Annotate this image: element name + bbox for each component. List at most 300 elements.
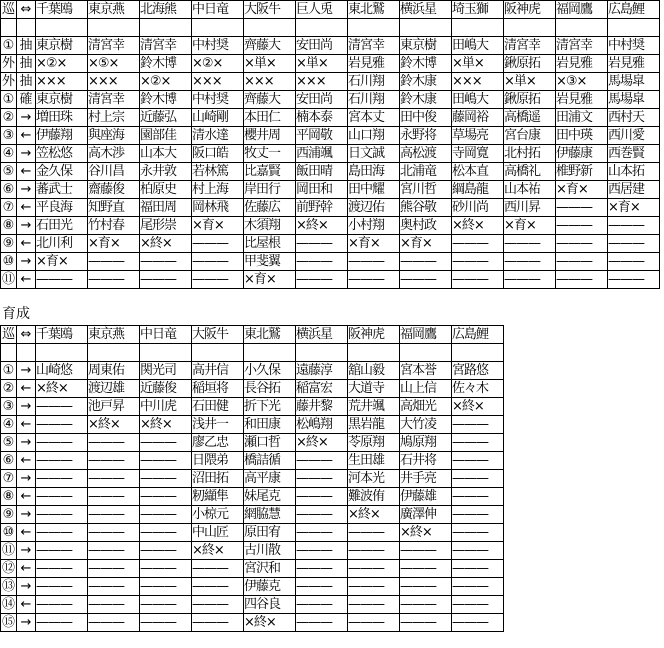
pick-cell: 渡辺佑 — [348, 199, 400, 217]
pick-cell: 四谷良 — [244, 596, 296, 614]
pick-cell: 綱島龍 — [452, 181, 504, 199]
pick-cell: ——— — [296, 470, 348, 488]
development-draft-table — [0, 325, 504, 632]
pick-cell — [140, 19, 192, 37]
direction-cell: → — [17, 181, 36, 199]
pick-cell: ——— — [140, 614, 192, 632]
pick-cell: 永野将 — [400, 127, 452, 145]
pick-cell: ——— — [348, 578, 400, 596]
pick-cell: ——— — [140, 488, 192, 506]
pick-cell: ×終× — [452, 398, 504, 416]
pick-cell: 尾形崇 — [140, 217, 192, 235]
team-header: 福岡鷹 — [400, 326, 452, 344]
pick-cell: 本田仁 — [244, 109, 296, 127]
pick-cell: ——— — [36, 596, 88, 614]
pick-cell: 田嶋大 — [452, 91, 504, 109]
team-header: 東北鷲 — [244, 326, 296, 344]
pick-cell: ×育× — [504, 217, 556, 235]
direction-header: ⇔ — [17, 1, 36, 19]
team-header: 北海熊 — [140, 1, 192, 19]
team-header: 福岡鷹 — [556, 1, 608, 19]
table-row — [1, 145, 660, 163]
pick-cell: ×終× — [36, 380, 88, 398]
pick-cell: ——— — [296, 578, 348, 596]
pick-cell: ——— — [296, 253, 348, 271]
table-row — [1, 596, 504, 614]
pick-cell: 西川愛 — [608, 127, 660, 145]
direction-cell: → — [17, 145, 36, 163]
pick-cell: ——— — [504, 253, 556, 271]
team-header: 横浜星 — [400, 1, 452, 19]
pick-cell: 砂川尚 — [452, 199, 504, 217]
team-header: 千葉鴎 — [36, 1, 88, 19]
pick-cell: ——— — [348, 560, 400, 578]
pick-cell — [244, 344, 296, 362]
pick-cell: 難波侑 — [348, 488, 400, 506]
pick-cell: ×終× — [348, 506, 400, 524]
pick-cell: 熊谷敬 — [400, 199, 452, 217]
pick-cell: ——— — [296, 271, 348, 289]
pick-cell: ——— — [140, 253, 192, 271]
development-section-title: 育成 — [2, 306, 30, 322]
pick-cell: ——— — [452, 578, 504, 596]
pick-cell: ——— — [296, 596, 348, 614]
table-row — [1, 271, 660, 289]
round-cell: ① — [1, 37, 17, 55]
pick-cell: 鈴木博 — [400, 55, 452, 73]
direction-cell: → — [17, 109, 36, 127]
pick-cell: ——— — [452, 596, 504, 614]
pick-cell: ×⑤× — [88, 55, 140, 73]
team-header: 中日竜 — [140, 326, 192, 344]
pick-cell: 清宮幸 — [348, 37, 400, 55]
pick-cell: 齋藤俊 — [88, 181, 140, 199]
pick-cell: ——— — [36, 506, 88, 524]
pick-cell: ——— — [452, 416, 504, 434]
pick-cell: 日文誠 — [348, 145, 400, 163]
pick-cell: 東京樹 — [36, 37, 88, 55]
team-header: 広島鯉 — [452, 326, 504, 344]
pick-cell: 村上宗 — [88, 109, 140, 127]
pick-cell: ××× — [192, 73, 244, 91]
pick-cell: 山口翔 — [348, 127, 400, 145]
pick-cell: 折下光 — [244, 398, 296, 416]
pick-cell: 比屋根 — [244, 235, 296, 253]
pick-cell: ——— — [88, 452, 140, 470]
table-row — [1, 380, 504, 398]
pick-cell: ——— — [192, 271, 244, 289]
table-row — [1, 362, 504, 380]
pick-cell: ×単× — [244, 55, 296, 73]
round-cell: ⑨ — [1, 235, 17, 253]
pick-cell: ——— — [348, 614, 400, 632]
pick-cell: ——— — [88, 578, 140, 596]
pick-cell: ——— — [608, 235, 660, 253]
pick-cell: 浅井一 — [192, 416, 244, 434]
pick-cell: 西村天 — [608, 109, 660, 127]
pick-cell: ×育× — [348, 235, 400, 253]
pick-cell: ——— — [192, 614, 244, 632]
pick-cell: ——— — [140, 434, 192, 452]
pick-cell: ×育× — [192, 217, 244, 235]
pick-cell: 田中俊 — [400, 109, 452, 127]
pick-cell: 北村拓 — [504, 145, 556, 163]
pick-cell: 関光司 — [140, 362, 192, 380]
direction-cell: ← — [17, 452, 36, 470]
pick-cell: 妹尾克 — [244, 488, 296, 506]
pick-cell: 若林篤 — [192, 163, 244, 181]
pick-cell — [452, 344, 504, 362]
pick-cell: 櫻井周 — [244, 127, 296, 145]
pick-cell: 草場亮 — [452, 127, 504, 145]
round-cell: ⑦ — [1, 470, 17, 488]
pick-cell: 比嘉賢 — [244, 163, 296, 181]
pick-cell: ——— — [88, 271, 140, 289]
pick-cell — [348, 344, 400, 362]
table-row — [1, 181, 660, 199]
pick-cell: 河本光 — [348, 470, 400, 488]
pick-cell: 稲垣将 — [192, 380, 244, 398]
pick-cell: 高橋礼 — [504, 163, 556, 181]
pick-cell: 井手亮 — [400, 470, 452, 488]
pick-cell: 馬場皐 — [608, 73, 660, 91]
pick-cell: ××× — [452, 73, 504, 91]
pick-cell: 橋詰循 — [244, 452, 296, 470]
first-team-draft-table — [0, 0, 660, 289]
pick-cell: ——— — [296, 542, 348, 560]
pick-cell: ×終× — [244, 614, 296, 632]
pick-cell: 増田珠 — [36, 109, 88, 127]
table-row — [1, 235, 660, 253]
pick-cell: ——— — [400, 253, 452, 271]
pick-cell: ——— — [140, 596, 192, 614]
pick-cell: ——— — [504, 271, 556, 289]
pick-cell — [36, 19, 88, 37]
pick-cell: ——— — [296, 506, 348, 524]
pick-cell: 山本大 — [140, 145, 192, 163]
pick-cell: ×終× — [296, 217, 348, 235]
pick-cell: 北川利 — [36, 235, 88, 253]
pick-cell: 佐々木 — [452, 380, 504, 398]
round-cell: ④ — [1, 416, 17, 434]
pick-cell: 竹村春 — [88, 217, 140, 235]
pick-cell — [348, 19, 400, 37]
pick-cell: ——— — [88, 524, 140, 542]
pick-cell: 鳩原翔 — [400, 434, 452, 452]
pick-cell: ——— — [88, 614, 140, 632]
pick-cell: 鍬原拓 — [504, 55, 556, 73]
pick-cell: 原田宥 — [244, 524, 296, 542]
direction-cell — [17, 344, 36, 362]
pick-cell: 石井将 — [400, 452, 452, 470]
pick-cell: ——— — [348, 271, 400, 289]
table-row — [1, 488, 504, 506]
pick-cell: ——— — [88, 596, 140, 614]
table-row — [1, 416, 504, 434]
pick-cell: 齊藤大 — [244, 37, 296, 55]
pick-cell: ——— — [400, 271, 452, 289]
round-cell: ⑫ — [1, 561, 15, 576]
pick-cell: 鍬原拓 — [504, 91, 556, 109]
pick-cell — [296, 19, 348, 37]
table-row — [1, 542, 504, 560]
table-row — [1, 253, 660, 271]
pick-cell: 高平康 — [244, 470, 296, 488]
table-row — [1, 109, 660, 127]
pick-cell: 廖乙忠 — [192, 434, 244, 452]
pick-cell: ——— — [296, 614, 348, 632]
pick-cell: 古川散 — [244, 542, 296, 560]
table-row — [1, 217, 660, 235]
pick-cell: 日隈弟 — [192, 452, 244, 470]
round-cell — [1, 19, 17, 37]
round-cell: ⑤ — [1, 163, 17, 181]
pick-cell: ×単× — [504, 73, 556, 91]
table-row — [1, 55, 660, 73]
table-row — [1, 398, 504, 416]
pick-cell: ——— — [452, 506, 504, 524]
pick-cell: ×終× — [296, 434, 348, 452]
pick-cell: 藤井黎 — [296, 398, 348, 416]
pick-cell — [452, 19, 504, 37]
pick-cell: 清宮幸 — [88, 37, 140, 55]
pick-cell: 山崎剛 — [192, 109, 244, 127]
pick-cell: ×③× — [556, 73, 608, 91]
direction-cell: ← — [17, 488, 36, 506]
pick-cell: ×育× — [36, 253, 88, 271]
pick-cell: 鈴木博 — [140, 55, 192, 73]
pick-cell: 村上海 — [192, 181, 244, 199]
pick-cell: ××× — [88, 73, 140, 91]
pick-cell — [88, 19, 140, 37]
pick-cell: 佐藤広 — [244, 199, 296, 217]
direction-cell: → — [17, 614, 36, 632]
pick-cell: 瀬口哲 — [244, 434, 296, 452]
direction-cell: → — [17, 542, 36, 560]
pick-cell: 西居建 — [608, 181, 660, 199]
direction-cell: → — [17, 217, 36, 235]
pick-cell: ×単× — [452, 55, 504, 73]
pick-cell: 籾纈隼 — [192, 488, 244, 506]
pick-cell — [504, 19, 556, 37]
pick-cell: 中山匠 — [192, 524, 244, 542]
pick-cell: 阪口皓 — [192, 145, 244, 163]
round-cell: ⑧ — [1, 217, 17, 235]
pick-cell: ——— — [400, 614, 452, 632]
pick-cell: 鈴木康 — [400, 91, 452, 109]
round-cell: ③ — [1, 398, 17, 416]
pick-cell: ——— — [140, 452, 192, 470]
pick-cell: 宮本丈 — [348, 109, 400, 127]
pick-cell — [88, 344, 140, 362]
direction-cell: ← — [17, 271, 36, 289]
pick-cell: 園部佳 — [140, 127, 192, 145]
pick-cell: 石川翔 — [348, 91, 400, 109]
round-header: 巡 — [1, 2, 15, 17]
pick-cell: 蕃武士 — [36, 181, 88, 199]
pick-cell: 宮沢和 — [244, 560, 296, 578]
direction-cell: ← — [17, 524, 36, 542]
pick-cell: ——— — [452, 614, 504, 632]
pick-cell: 笠松悠 — [36, 145, 88, 163]
pick-cell: 中村奨 — [192, 37, 244, 55]
direction-cell: 抽 — [17, 37, 36, 55]
pick-cell: 伊藤雄 — [400, 488, 452, 506]
direction-cell: → — [17, 434, 36, 452]
direction-cell: → — [17, 578, 36, 596]
direction-cell: 抽 — [17, 73, 36, 91]
table-row — [1, 19, 660, 37]
pick-cell: 東京樹 — [400, 37, 452, 55]
pick-cell: ——— — [88, 542, 140, 560]
team-header: 阪神虎 — [348, 326, 400, 344]
pick-cell: ×終× — [400, 524, 452, 542]
pick-cell: 田中耀 — [348, 181, 400, 199]
pick-cell: 松嶋翔 — [296, 416, 348, 434]
table-row — [1, 199, 660, 217]
pick-cell — [400, 344, 452, 362]
first-team-body — [1, 1, 660, 289]
pick-cell: 清宮幸 — [556, 37, 608, 55]
direction-cell: ← — [17, 235, 36, 253]
pick-cell: 石田光 — [36, 217, 88, 235]
pick-cell: ——— — [36, 542, 88, 560]
pick-cell: 清水達 — [192, 127, 244, 145]
round-cell: ⑪ — [1, 272, 15, 287]
pick-cell: 牧丈一 — [244, 145, 296, 163]
pick-cell: 奥村政 — [400, 217, 452, 235]
pick-cell: 飯田晴 — [296, 163, 348, 181]
pick-cell: 岡田和 — [296, 181, 348, 199]
pick-cell: ×終× — [452, 217, 504, 235]
round-cell: ⑩ — [1, 524, 17, 542]
pick-cell: 岸田行 — [244, 181, 296, 199]
pick-cell: ——— — [608, 217, 660, 235]
pick-cell: 中川虎 — [140, 398, 192, 416]
pick-cell: ×終× — [192, 542, 244, 560]
pick-cell: ——— — [296, 524, 348, 542]
pick-cell: 小村翔 — [348, 217, 400, 235]
pick-cell: ——— — [36, 434, 88, 452]
round-cell: ⑥ — [1, 452, 17, 470]
pick-cell: ——— — [452, 452, 504, 470]
development-body — [1, 326, 504, 632]
pick-cell: ×②× — [36, 55, 88, 73]
team-header: 埼玉獅 — [452, 1, 504, 19]
pick-cell — [36, 344, 88, 362]
pick-cell: ——— — [88, 488, 140, 506]
pick-cell — [608, 19, 660, 37]
pick-cell: 伊藤翔 — [36, 127, 88, 145]
pick-cell: 伊藤克 — [244, 578, 296, 596]
pick-cell: ——— — [140, 506, 192, 524]
pick-cell: 石川翔 — [348, 73, 400, 91]
pick-cell: ——— — [452, 253, 504, 271]
direction-cell: ← — [17, 127, 36, 145]
pick-cell: 岩見雅 — [556, 91, 608, 109]
round-cell: ⑭ — [1, 597, 15, 612]
pick-cell: 中村奨 — [192, 91, 244, 109]
pick-cell: 遠藤淳 — [296, 362, 348, 380]
table-row — [1, 524, 504, 542]
header-row — [1, 326, 504, 344]
pick-cell: ×育× — [88, 235, 140, 253]
team-header: 巨人兎 — [296, 1, 348, 19]
pick-cell: ×育× — [400, 235, 452, 253]
pick-cell: ——— — [400, 542, 452, 560]
pick-cell: 舘山毅 — [348, 362, 400, 380]
pick-cell: 高畑光 — [400, 398, 452, 416]
round-cell: ⑨ — [1, 506, 17, 524]
pick-cell: ×終× — [140, 235, 192, 253]
pick-cell: ——— — [452, 524, 504, 542]
pick-cell: 周東佑 — [88, 362, 140, 380]
pick-cell: ——— — [36, 614, 88, 632]
pick-cell: 金久保 — [36, 163, 88, 181]
pick-cell: ——— — [88, 470, 140, 488]
direction-cell: → — [17, 506, 36, 524]
pick-cell: 藤岡裕 — [452, 109, 504, 127]
pick-cell: ——— — [556, 217, 608, 235]
pick-cell: ——— — [452, 434, 504, 452]
pick-cell: 沼田拓 — [192, 470, 244, 488]
pick-cell: 岩見雅 — [608, 55, 660, 73]
pick-cell — [400, 19, 452, 37]
direction-cell: 抽 — [17, 55, 36, 73]
pick-cell: 池戸昇 — [88, 398, 140, 416]
table-row — [1, 91, 660, 109]
table-row — [1, 506, 504, 524]
pick-cell: ——— — [504, 235, 556, 253]
pick-cell: ×単× — [296, 55, 348, 73]
pick-cell: 鈴木博 — [140, 91, 192, 109]
pick-cell: 北浦竜 — [400, 163, 452, 181]
pick-cell: ——— — [36, 416, 88, 434]
pick-cell: ——— — [296, 452, 348, 470]
pick-cell: 田中瑛 — [556, 127, 608, 145]
pick-cell: ——— — [36, 488, 88, 506]
pick-cell: 岡林飛 — [192, 199, 244, 217]
pick-cell: 西浦颯 — [296, 145, 348, 163]
pick-cell: ——— — [608, 253, 660, 271]
round-cell: 外 — [1, 74, 15, 89]
pick-cell: 木須翔 — [244, 217, 296, 235]
pick-cell: 山上信 — [400, 380, 452, 398]
pick-cell: ——— — [296, 560, 348, 578]
pick-cell: ——— — [140, 560, 192, 578]
pick-cell: 知野直 — [88, 199, 140, 217]
round-cell — [1, 344, 17, 362]
pick-cell: ——— — [452, 542, 504, 560]
pick-cell: ——— — [400, 578, 452, 596]
pick-cell: 大道寺 — [348, 380, 400, 398]
direction-cell: ← — [17, 380, 36, 398]
pick-cell: 宮川哲 — [400, 181, 452, 199]
direction-cell: 確 — [17, 91, 36, 109]
pick-cell: 廣澤伸 — [400, 506, 452, 524]
round-cell: ① — [1, 362, 17, 380]
pick-cell: ×②× — [140, 73, 192, 91]
direction-cell: → — [17, 253, 36, 271]
table-row — [1, 37, 660, 55]
table-row — [1, 434, 504, 452]
table-row — [1, 163, 660, 181]
pick-cell: ——— — [36, 470, 88, 488]
pick-cell: ——— — [452, 470, 504, 488]
pick-cell: ——— — [192, 578, 244, 596]
round-header: 巡 — [1, 327, 15, 342]
team-header: 大阪牛 — [192, 326, 244, 344]
